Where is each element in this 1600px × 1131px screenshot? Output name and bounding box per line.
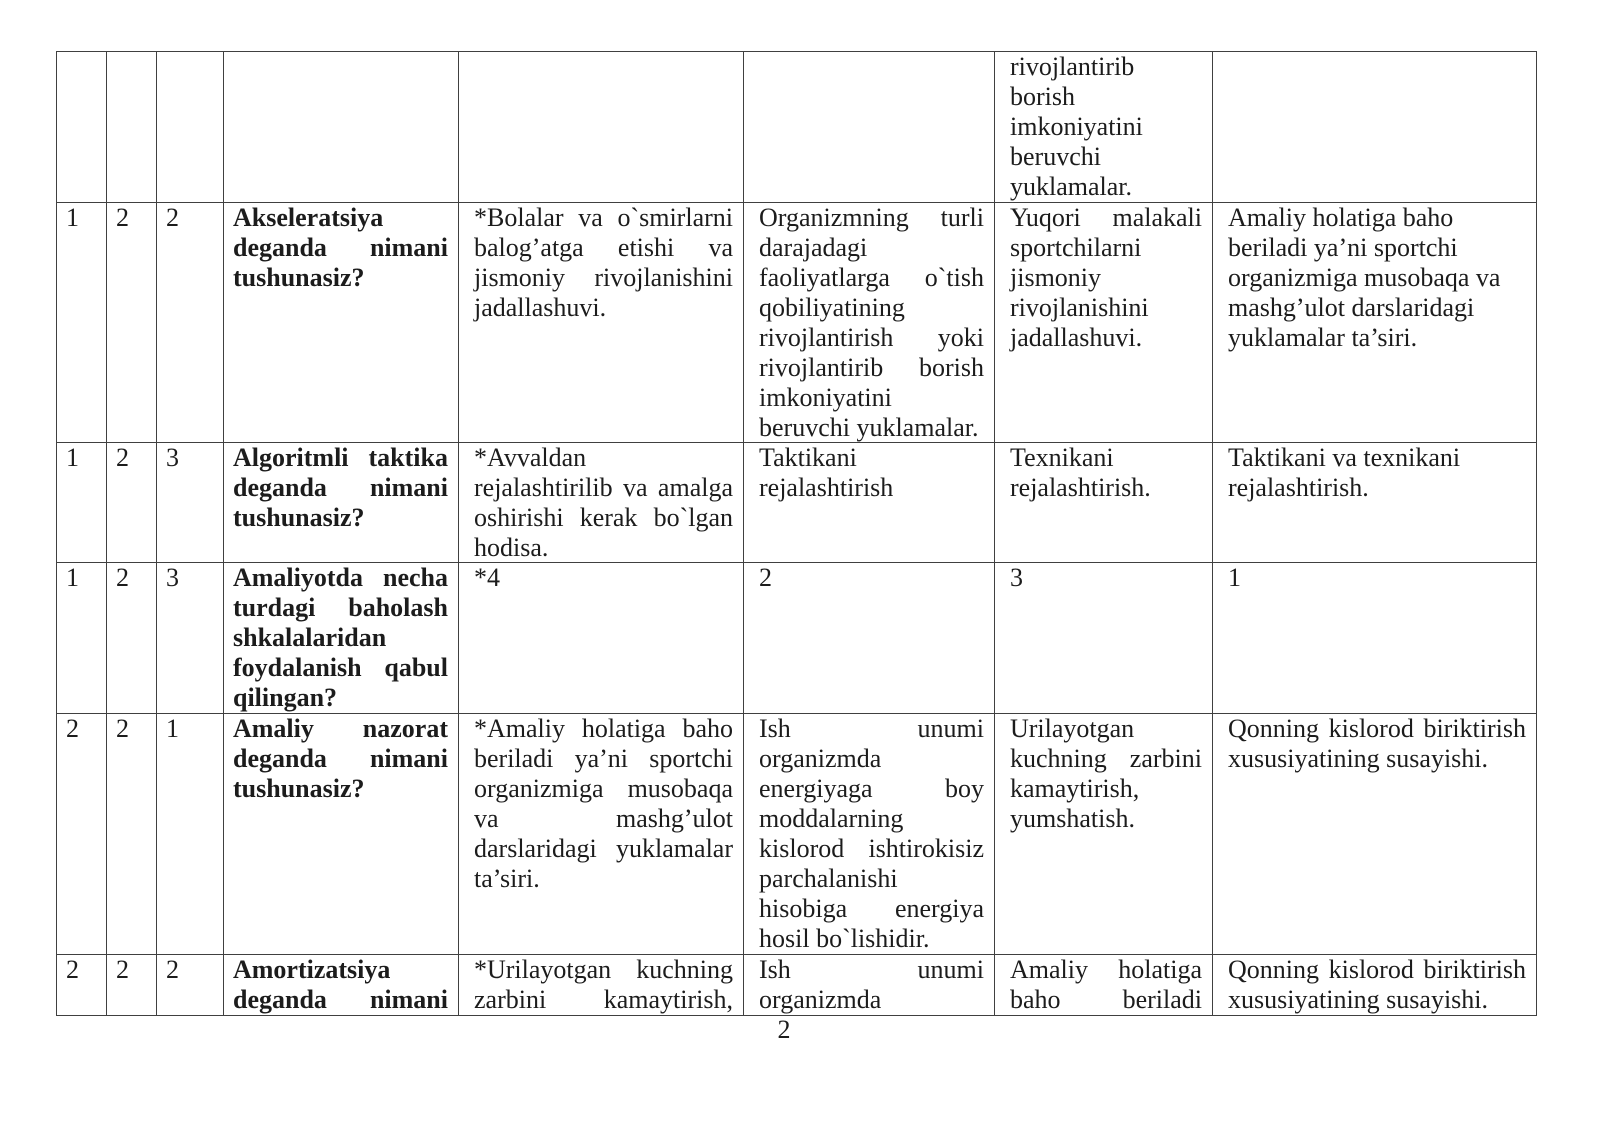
cell-text-line: organizmiga musobaqa va	[1228, 263, 1501, 292]
cell-text-line: 3	[1010, 563, 1023, 592]
cell-text-line: borish	[1010, 82, 1075, 111]
cell-text-line: kislorod ishtirokisiz	[759, 834, 984, 863]
correct-answer-cell	[459, 714, 744, 954]
cell-text-line: zarbini kamaytirish,	[474, 985, 733, 1014]
cell-text-line: 2	[166, 955, 179, 984]
cell-text-line: 1	[1228, 563, 1241, 592]
cell-text-line: darslaridagi yuklamalar	[474, 834, 733, 863]
table-row	[57, 563, 1537, 714]
code-cell	[57, 443, 107, 562]
cell-text-line: sportchilarni	[1010, 233, 1142, 262]
answer-option-cell	[995, 563, 1213, 713]
cell-text-line: Amaliy holatiga	[1010, 955, 1202, 984]
cell-text-line: 2	[759, 563, 772, 592]
answer-option-cell	[1213, 563, 1537, 713]
cell-text-line: beriladi ya’ni sportchi	[474, 744, 733, 773]
cell-text-line: tushunasiz?	[233, 503, 365, 532]
cell-text-line: 1	[66, 443, 79, 472]
cell-text-line: ta’siri.	[474, 864, 540, 893]
cell-text-line: imkoniyatini	[759, 383, 892, 412]
code-cell	[157, 563, 224, 713]
cell-text-line: 2	[116, 443, 129, 472]
test-questions-table	[56, 51, 1537, 1016]
code-cell	[57, 52, 107, 202]
cell-text-line: Ish unumi	[759, 714, 984, 743]
answer-option-cell	[744, 714, 995, 954]
cell-text-line: tushunasiz?	[233, 263, 365, 292]
cell-text-line: 2	[66, 955, 79, 984]
answer-option-cell	[1213, 714, 1537, 954]
cell-text-line: energiyaga boy	[759, 774, 984, 803]
cell-text-line: organizmiga musobaqa	[474, 774, 733, 803]
cell-text-line: deganda nimani	[233, 233, 448, 262]
code-cell	[57, 203, 107, 442]
cell-text-line: deganda nimani	[233, 473, 448, 502]
code-cell	[107, 203, 157, 442]
question-cell	[224, 955, 459, 1015]
answer-option-cell	[1213, 203, 1537, 442]
answer-option-cell	[995, 714, 1213, 954]
cell-text-line: balog’atga etishi va	[474, 233, 733, 262]
answer-option-cell	[995, 955, 1213, 1015]
cell-text-line: mashg’ulot darslaridagi	[1228, 293, 1475, 322]
cell-text-line: organizmda	[759, 744, 882, 773]
code-cell	[107, 563, 157, 713]
cell-text-line: Amortizatsiya	[233, 955, 391, 984]
cell-text-line: 1	[66, 563, 79, 592]
cell-text-line: *Avvaldan	[474, 443, 587, 472]
cell-text-line: rejalashtirish.	[1010, 473, 1151, 502]
answer-option-cell	[744, 203, 995, 442]
code-cell	[157, 955, 224, 1015]
cell-text-line: darajadagi	[759, 233, 868, 262]
cell-text-line: rejalashtirilib va amalga	[474, 473, 733, 502]
cell-text-line: Organizmning turli	[759, 203, 984, 232]
cell-text-line: hodisa.	[474, 533, 549, 562]
cell-text-line: Amaliy nazorat	[233, 714, 448, 743]
cell-text-line: kamaytirish,	[1010, 774, 1140, 803]
cell-text-line: Texnikani	[1010, 443, 1114, 472]
answer-option-cell	[995, 203, 1213, 442]
table-row	[57, 955, 1537, 1016]
answer-option-cell	[995, 52, 1213, 202]
code-cell	[57, 563, 107, 713]
cell-text-line: baho beriladi	[1010, 985, 1202, 1014]
answer-option-cell	[1213, 955, 1537, 1015]
question-cell	[224, 443, 459, 562]
cell-text-line: jadallashuvi.	[474, 293, 607, 322]
code-cell	[57, 955, 107, 1015]
cell-text-line: beruvchi	[1010, 142, 1101, 171]
cell-text-line: deganda nimani	[233, 744, 448, 773]
cell-text-line: yuklamalar.	[1010, 172, 1133, 201]
cell-text-line: 3	[166, 443, 179, 472]
cell-text-line: tushunasiz?	[233, 774, 365, 803]
code-cell	[157, 443, 224, 562]
table-row	[57, 714, 1537, 955]
cell-text-line: yuklamalar ta’siri.	[1228, 323, 1418, 352]
cell-text-line: jadallashuvi.	[1010, 323, 1143, 352]
cell-text-line: rejalashtirish.	[1228, 473, 1369, 502]
cell-text-line: *4	[474, 563, 500, 592]
cell-text-line: Qonning kislorod biriktirish	[1228, 714, 1526, 743]
answer-option-cell	[744, 52, 995, 202]
cell-text-line: foydalanish qabul	[233, 653, 448, 682]
code-cell	[157, 52, 224, 202]
cell-text-line: Taktikani va texnikani	[1228, 443, 1461, 472]
cell-text-line: Algoritmli taktika	[233, 443, 448, 472]
question-cell	[224, 203, 459, 442]
cell-text-line: turdagi baholash	[233, 593, 448, 622]
cell-text-line: xususiyatining susayishi.	[1228, 985, 1489, 1014]
code-cell	[107, 955, 157, 1015]
cell-text-line: Urilayotgan	[1010, 714, 1135, 743]
cell-text-line: Amaliyotda necha	[233, 563, 448, 592]
answer-option-cell	[1213, 443, 1537, 562]
cell-text-line: beriladi ya’ni sportchi	[1228, 233, 1458, 262]
cell-text-line: Taktikani	[759, 443, 857, 472]
cell-text-line: 2	[116, 203, 129, 232]
question-cell	[224, 52, 459, 202]
page-number: 2	[777, 1015, 791, 1044]
cell-text-line: rivojlantirib borish	[759, 353, 984, 382]
cell-text-line: 2	[116, 563, 129, 592]
question-cell	[224, 563, 459, 713]
code-cell	[157, 714, 224, 954]
cell-text-line: 2	[166, 203, 179, 232]
cell-text-line: jismoniy rivojlanishini	[474, 263, 733, 292]
cell-text-line: oshirishi kerak bo`lgan	[474, 503, 733, 532]
correct-answer-cell	[459, 563, 744, 713]
cell-text-line: hosil bo`lishidir.	[759, 924, 930, 953]
correct-answer-cell	[459, 443, 744, 562]
cell-text-line: moddalarning	[759, 804, 904, 833]
answer-option-cell	[1213, 52, 1537, 202]
cell-text-line: rejalashtirish	[759, 473, 894, 502]
code-cell	[107, 52, 157, 202]
answer-option-cell	[744, 443, 995, 562]
cell-text-line: va mashg’ulot	[474, 804, 733, 833]
cell-text-line: Ish unumi	[759, 955, 984, 984]
cell-text-line: *Bolalar va o`smirlarni	[474, 203, 733, 232]
cell-text-line: *Amaliy holatiga baho	[474, 714, 733, 743]
answer-option-cell	[744, 563, 995, 713]
cell-text-line: qobiliyatining	[759, 293, 905, 322]
cell-text-line: deganda nimani	[233, 985, 448, 1014]
cell-text-line: beruvchi yuklamalar.	[759, 413, 979, 442]
answer-option-cell	[995, 443, 1213, 562]
cell-text-line: imkoniyatini	[1010, 112, 1143, 141]
code-cell	[107, 443, 157, 562]
cell-text-line: parchalanishi	[759, 864, 898, 893]
cell-text-line: rivojlantirish yoki	[759, 323, 984, 352]
cell-text-line: kuchning zarbini	[1010, 744, 1202, 773]
cell-text-line: organizmda	[759, 985, 882, 1014]
cell-text-line: Amaliy holatiga baho	[1228, 203, 1454, 232]
cell-text-line: faoliyatlarga o`tish	[759, 263, 984, 292]
cell-text-line: Akseleratsiya	[233, 203, 384, 232]
cell-text-line: hisobiga energiya	[759, 894, 984, 923]
correct-answer-cell	[459, 203, 744, 442]
cell-text-line: rivojlanishini	[1010, 293, 1149, 322]
cell-text-line: 2	[116, 955, 129, 984]
table-row	[57, 443, 1537, 563]
table-row	[57, 52, 1537, 203]
cell-text-line: Yuqori malakali	[1010, 203, 1202, 232]
cell-text-line: 3	[166, 563, 179, 592]
correct-answer-cell	[459, 52, 744, 202]
cell-text-line: xususiyatining susayishi.	[1228, 744, 1489, 773]
table-row	[57, 203, 1537, 443]
cell-text-line: 1	[166, 714, 179, 743]
cell-text-line: jismoniy	[1010, 263, 1102, 292]
cell-text-line: yumshatish.	[1010, 804, 1135, 833]
cell-text-line: *Urilayotgan kuchning	[474, 955, 733, 984]
question-cell	[224, 714, 459, 954]
cell-text-line: 2	[66, 714, 79, 743]
code-cell	[57, 714, 107, 954]
correct-answer-cell	[459, 955, 744, 1015]
answer-option-cell	[744, 955, 995, 1015]
cell-text-line: shkalalaridan	[233, 623, 387, 652]
cell-text-line: 1	[66, 203, 79, 232]
cell-text-line: qilingan?	[233, 683, 338, 712]
cell-text-line: 2	[116, 714, 129, 743]
cell-text-line: rivojlantirib	[1010, 52, 1135, 81]
code-cell	[157, 203, 224, 442]
code-cell	[107, 714, 157, 954]
cell-text-line: Qonning kislorod biriktirish	[1228, 955, 1526, 984]
